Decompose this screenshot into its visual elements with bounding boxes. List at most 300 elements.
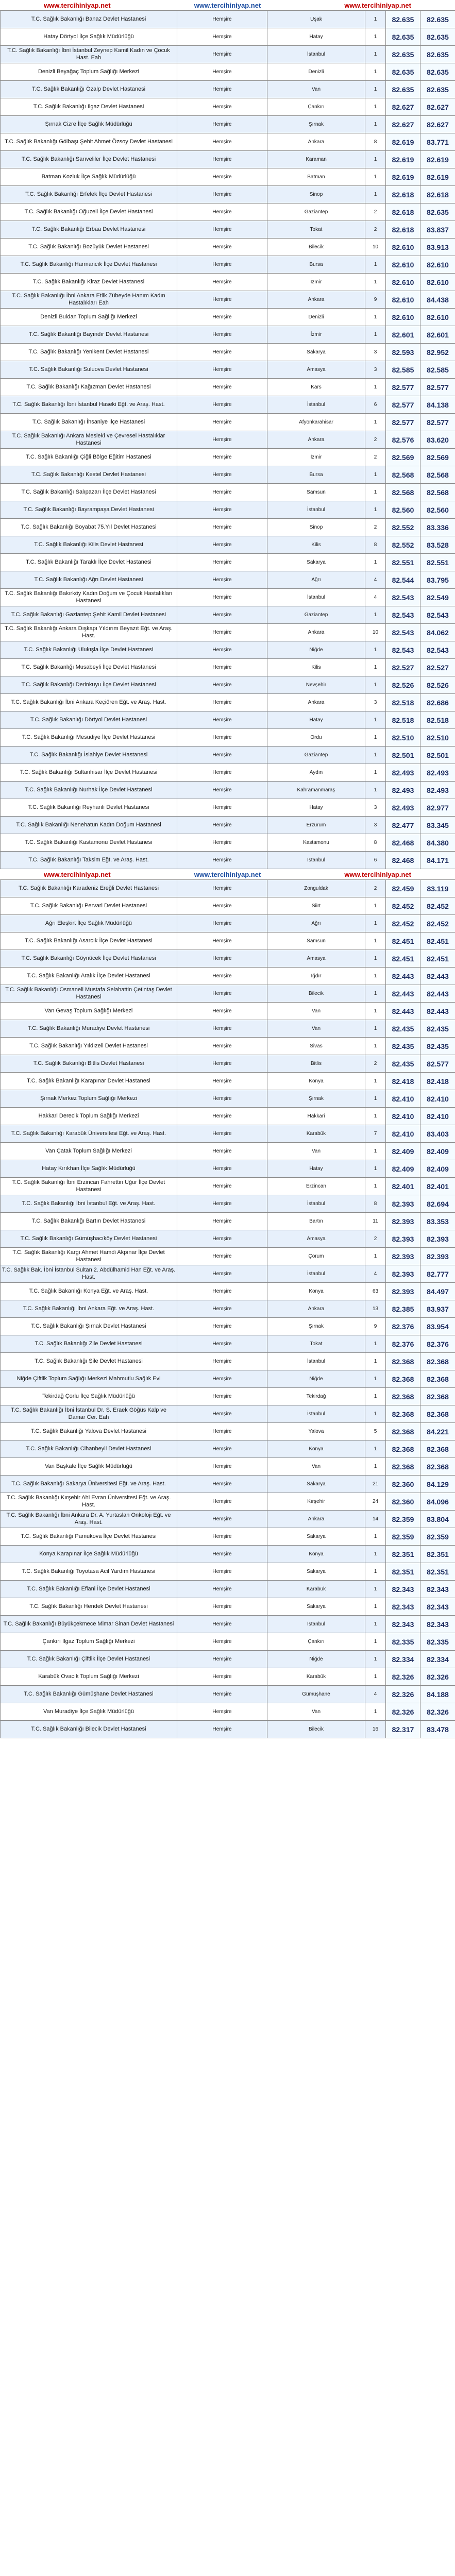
quota-cell: 1 [365,641,386,659]
table-row [1,915,455,933]
quota-cell: 1 [365,1405,386,1423]
max-score-cell: 84.129 [420,1476,455,1493]
institution-cell: T.C. Sağlık Bakanlığı Bitlis Devlet Hastanesi [1,1055,177,1073]
program-cell: Hemşire [177,1581,267,1598]
min-score-cell: 82.418 [386,1073,420,1090]
table-row [1,1178,455,1195]
city-cell: Kars [267,379,365,396]
quota-cell: 6 [365,852,386,869]
table-row [1,659,455,676]
min-score-cell: 82.359 [386,1511,420,1528]
table-row [1,1651,455,1668]
max-score-cell: 83.937 [420,1300,455,1318]
institution-cell: T.C. Sağlık Bakanlığı Gaziantep Şehit Kamil Devlet Hastanesi [1,606,177,624]
city-cell: Van [267,1703,365,1721]
quota-cell: 63 [365,1283,386,1300]
program-cell: Hemşire [177,81,267,98]
program-cell: Hemşire [177,1493,267,1511]
max-score-cell: 82.610 [420,274,455,291]
quota-cell: 1 [365,466,386,484]
program-cell: Hemşire [177,1195,267,1213]
table-row [1,554,455,571]
quota-cell: 1 [365,1335,386,1353]
max-score-cell: 84.188 [420,1686,455,1703]
quota-cell: 1 [365,950,386,968]
table-row [1,1616,455,1633]
min-score-cell: 82.610 [386,291,420,309]
min-score-cell: 82.343 [386,1598,420,1616]
institution-cell: T.C. Sağlık Bakanlığı Boyabat 75.Yıl Devlet Hastanesi [1,519,177,536]
min-score-cell: 82.577 [386,414,420,431]
city-cell: Şırnak [267,1090,365,1108]
city-cell: Bursa [267,256,365,274]
min-score-cell: 82.635 [386,11,420,28]
institution-cell: T.C. Sağlık Bakanlığı Çiftlik İlçe Devlet Hastanesi [1,1651,177,1668]
min-score-cell: 82.359 [386,1528,420,1546]
program-cell: Hemşire [177,1598,267,1616]
quota-cell: 1 [365,1440,386,1458]
city-cell: Van [267,1143,365,1160]
program-cell: Hemşire [177,782,267,799]
table-row [1,81,455,98]
table-row [1,933,455,950]
table-row [1,897,455,915]
program-cell: Hemşire [177,239,267,256]
max-score-cell: 82.585 [420,361,455,379]
institution-cell: T.C. Sağlık Bakanlığı Ankara Meslekî ve Çevresel Hastalıklar Hastanesi [1,431,177,449]
program-cell: Hemşire [177,326,267,344]
min-score-cell: 82.618 [386,204,420,221]
institution-cell: T.C. Sağlık Bakanlığı Banaz Devlet Hastanesi [1,11,177,28]
quota-cell: 1 [365,168,386,186]
program-cell: Hemşire [177,1546,267,1563]
max-score-cell: 84.062 [420,624,455,641]
max-score-cell: 83.336 [420,519,455,536]
min-score-cell: 82.635 [386,46,420,63]
program-cell: Hemşire [177,694,267,711]
quota-cell: 3 [365,694,386,711]
table-row [1,1230,455,1248]
min-score-cell: 82.468 [386,852,420,869]
table-row [1,519,455,536]
min-score-cell: 82.552 [386,536,420,554]
program-cell: Hemşire [177,519,267,536]
institution-cell: T.C. Sağlık Bakanlığı Pamukova İlçe Devlet Hastanesi [1,1528,177,1546]
program-cell: Hemşire [177,1528,267,1546]
institution-cell: T.C. Sağlık Bakanlığı Hendek Devlet Hastanesi [1,1598,177,1616]
min-score-cell: 82.493 [386,764,420,782]
table-row [1,676,455,694]
min-score-cell: 82.618 [386,186,420,204]
min-score-cell: 82.493 [386,782,420,799]
program-cell: Hemşire [177,817,267,834]
institution-cell: Tekirdağ Çorlu İlçe Sağlık Müdürlüğü [1,1388,177,1405]
city-cell: Bilecik [267,985,365,1003]
max-score-cell: 82.549 [420,589,455,606]
city-cell: Ankara [267,291,365,309]
city-cell: Ankara [267,431,365,449]
quota-cell: 1 [365,554,386,571]
min-score-cell: 82.401 [386,1178,420,1195]
institution-cell: T.C. Sağlık Bakanlığı Kağızman Devlet Hastanesi [1,379,177,396]
quota-cell: 8 [365,536,386,554]
city-cell: Ankara [267,1300,365,1318]
quota-cell: 13 [365,1300,386,1318]
institution-cell: T.C. Sağlık Bakanlığı Çiğli Bölge Eğitim Hastanesi [1,449,177,466]
max-score-cell: 82.351 [420,1546,455,1563]
table-row [1,379,455,396]
table-row [1,186,455,204]
quota-cell: 1 [365,46,386,63]
table-row [1,1563,455,1581]
table-row [1,133,455,151]
table-row [1,729,455,747]
quota-cell: 1 [365,256,386,274]
institution-cell: T.C. Sağlık Bakanlığı İbni İstanbul Zeynep Kamil Kadın ve Çocuk Hast. Eah [1,46,177,63]
institution-cell: T.C. Sağlık Bakanlığı Kastamonu Devlet Hastanesi [1,834,177,852]
city-cell: Kilis [267,536,365,554]
min-score-cell: 82.393 [386,1248,420,1265]
max-score-cell: 83.913 [420,239,455,256]
program-cell: Hemşire [177,466,267,484]
max-score-cell: 82.610 [420,309,455,326]
max-score-cell: 82.526 [420,676,455,694]
min-score-cell: 82.393 [386,1230,420,1248]
program-cell: Hemşire [177,1020,267,1038]
city-cell: Van [267,1003,365,1020]
banner-url-right[interactable]: www.tercihiniyap.net [344,870,411,878]
city-cell: İstanbul [267,396,365,414]
quota-cell: 1 [365,1546,386,1563]
table-row [1,1213,455,1230]
institution-cell: Hatay Dörtyol İlçe Sağlık Müdürlüğü [1,28,177,46]
max-score-cell: 82.451 [420,950,455,968]
max-score-cell: 84.380 [420,834,455,852]
institution-cell: T.C. Sağlık Bakanlığı Kestel Devlet Hastanesi [1,466,177,484]
institution-cell: Konya Karapınar İlçe Sağlık Müdürlüğü [1,1546,177,1563]
program-cell: Hemşire [177,1003,267,1020]
city-cell: Karabük [267,1668,365,1686]
institution-cell: T.C. Sağlık Bakanlığı İbni Ankara Eğt. ve Araş. Hast. [1,1300,177,1318]
institution-cell: T.C. Sağlık Bakanlığı Bayrampaşa Devlet Hastanesi [1,501,177,519]
max-score-cell: 82.493 [420,764,455,782]
program-cell: Hemşire [177,659,267,676]
min-score-cell: 82.435 [386,1055,420,1073]
min-score-cell: 82.360 [386,1476,420,1493]
min-score-cell: 82.368 [386,1458,420,1476]
quota-cell: 2 [365,1055,386,1073]
max-score-cell: 83.528 [420,536,455,554]
quota-cell: 1 [365,379,386,396]
max-score-cell: 83.620 [420,431,455,449]
min-score-cell: 82.326 [386,1686,420,1703]
table-row [1,985,455,1003]
table-row [1,1318,455,1335]
institution-cell: T.C. Sağlık Bakanlığı Mesudiye İlçe Devlet Hastanesi [1,729,177,747]
max-score-cell: 82.510 [420,729,455,747]
program-cell: Hemşire [177,1476,267,1493]
program-cell: Hemşire [177,1405,267,1423]
quota-cell: 3 [365,344,386,361]
min-score-cell: 82.635 [386,28,420,46]
min-score-cell: 82.560 [386,501,420,519]
table-row [1,880,455,897]
quota-cell: 4 [365,1686,386,1703]
city-cell: Şırnak [267,116,365,133]
table-row [1,431,455,449]
min-score-cell: 82.368 [386,1353,420,1370]
institution-cell: Van Çatak Toplum Sağlığı Merkezi [1,1143,177,1160]
banner-url-mid[interactable]: www.tercihiniyap.net [194,870,261,878]
table-row [1,1528,455,1546]
quota-cell: 1 [365,116,386,133]
quota-cell: 1 [365,1458,386,1476]
quota-cell: 1 [365,98,386,116]
table-row [1,1493,455,1511]
min-score-cell: 82.410 [386,1090,420,1108]
institution-cell: T.C. Sağlık Bakanlığı Kilis Devlet Hastanesi [1,536,177,554]
program-cell: Hemşire [177,1055,267,1073]
table-row [1,1055,455,1073]
table-row [1,1265,455,1283]
institution-cell: Denizli Buldan Toplum Sağlığı Merkezi [1,309,177,326]
table-row [1,344,455,361]
city-cell: Samsun [267,484,365,501]
program-cell: Hemşire [177,168,267,186]
table-row [1,950,455,968]
max-score-cell: 82.409 [420,1143,455,1160]
institution-cell: T.C. Sağlık Bakanlığı Gümüşhacıköy Devlet Hastanesi [1,1230,177,1248]
institution-cell: T.C. Sağlık Bakanlığı Kırşehir Ahi Evran Üniversitesi Eğt. ve Araş. Hast. [1,1493,177,1511]
max-score-cell: 82.577 [420,379,455,396]
quota-cell: 2 [365,221,386,239]
institution-cell: T.C. Sağlık Bakanlığı Karadeniz Ereğli Devlet Hastanesi [1,880,177,897]
max-score-cell: 83.403 [420,1125,455,1143]
city-cell: Amasya [267,1230,365,1248]
city-cell: Samsun [267,933,365,950]
program-cell: Hemşire [177,571,267,589]
table-row [1,221,455,239]
city-cell: Hatay [267,711,365,729]
city-cell: Tokat [267,1335,365,1353]
quota-cell: 5 [365,1423,386,1440]
table-row [1,361,455,379]
city-cell: Batman [267,168,365,186]
quota-cell: 4 [365,571,386,589]
city-cell: Ordu [267,729,365,747]
city-cell: Sakarya [267,1563,365,1581]
quota-cell: 1 [365,63,386,81]
max-score-cell: 82.635 [420,46,455,63]
institution-cell: T.C. Sağlık Bakanlığı Ağrı Devlet Hastanesi [1,571,177,589]
max-score-cell: 82.359 [420,1528,455,1546]
quota-cell: 4 [365,1265,386,1283]
table-row [1,589,455,606]
max-score-cell: 83.119 [420,880,455,897]
quota-cell: 1 [365,1563,386,1581]
institution-cell: T.C. Sağlık Bakanlığı Ankara Dışkapı Yıldırım Beyazıt Eğt. ve Araş. Hast. [1,624,177,641]
program-cell: Hemşire [177,799,267,817]
max-score-cell: 82.393 [420,1248,455,1265]
min-score-cell: 82.635 [386,63,420,81]
table-row [1,1598,455,1616]
program-cell: Hemşire [177,747,267,764]
city-cell: Kastamonu [267,834,365,852]
program-cell: Hemşire [177,63,267,81]
max-score-cell: 82.601 [420,326,455,344]
program-cell: Hemşire [177,729,267,747]
city-cell: Amasya [267,361,365,379]
min-score-cell: 82.543 [386,641,420,659]
quota-cell: 1 [365,151,386,168]
institution-cell: T.C. Sağlık Bakanlığı Salıpazarı İlçe Devlet Hastanesi [1,484,177,501]
quota-cell: 1 [365,606,386,624]
quota-cell: 2 [365,431,386,449]
min-score-cell: 82.451 [386,933,420,950]
quota-cell: 3 [365,799,386,817]
program-cell: Hemşire [177,1651,267,1668]
max-score-cell: 82.452 [420,915,455,933]
max-score-cell: 82.635 [420,63,455,81]
quota-cell: 11 [365,1213,386,1230]
quota-cell: 1 [365,1616,386,1633]
city-cell: Hatay [267,28,365,46]
city-cell: Sakarya [267,1598,365,1616]
table-row [1,484,455,501]
city-cell: İzmir [267,326,365,344]
banner-url-right[interactable]: www.tercihiniyap.net [344,1,411,9]
min-score-cell: 82.326 [386,1668,420,1686]
city-cell: Erzincan [267,1178,365,1195]
institution-cell: T.C. Sağlık Bakanlığı İbni Ankara Etlik Zübeyde Hanım Kadın Hastalıkları Eah [1,291,177,309]
institution-cell: T.C. Sağlık Bakanlığı Asarcık İlçe Devlet Hastanesi [1,933,177,950]
table-row [1,1335,455,1353]
city-cell: Van [267,1458,365,1476]
program-cell: Hemşire [177,1300,267,1318]
quota-cell: 4 [365,589,386,606]
min-score-cell: 82.526 [386,676,420,694]
city-cell: Bilecik [267,239,365,256]
quota-cell: 3 [365,361,386,379]
city-cell: İzmir [267,274,365,291]
program-cell: Hemşire [177,764,267,782]
institution-cell: T.C. Sağlık Bakanlığı Bozüyük Devlet Hastanesi [1,239,177,256]
institution-cell: T.C. Sağlık Bak. İbni İstanbul Sultan 2. Abdülhamid Han Eğt. ve Araş. Hast. [1,1265,177,1283]
program-cell: Hemşire [177,501,267,519]
banner-url-left[interactable]: www.tercihiniyap.net [44,870,111,878]
max-score-cell: 82.418 [420,1073,455,1090]
table-row [1,782,455,799]
city-cell: Hatay [267,799,365,817]
quota-cell: 1 [365,1073,386,1090]
quota-cell: 1 [365,1598,386,1616]
city-cell: İstanbul [267,1265,365,1283]
program-cell: Hemşire [177,1265,267,1283]
quota-cell: 1 [365,659,386,676]
city-cell: Denizli [267,309,365,326]
banner-url-left[interactable]: www.tercihiniyap.net [44,1,111,9]
table-row [1,1248,455,1265]
min-score-cell: 82.543 [386,606,420,624]
table-row [1,1405,455,1423]
program-cell: Hemşire [177,484,267,501]
max-score-cell: 82.518 [420,711,455,729]
max-score-cell: 82.326 [420,1668,455,1686]
table-row [1,1073,455,1090]
city-cell: İstanbul [267,501,365,519]
institution-cell: Van Başkale İlçe Sağlık Müdürlüğü [1,1458,177,1476]
max-score-cell: 83.837 [420,221,455,239]
city-cell: Sakarya [267,1528,365,1546]
table-row [1,1703,455,1721]
city-cell: Karabük [267,1125,365,1143]
city-cell: İstanbul [267,589,365,606]
quota-cell: 1 [365,676,386,694]
min-score-cell: 82.443 [386,1003,420,1020]
min-score-cell: 82.544 [386,571,420,589]
program-cell: Hemşire [177,1213,267,1230]
min-score-cell: 82.409 [386,1160,420,1178]
site-banner [0,869,455,879]
table-row [1,694,455,711]
table-row [1,1090,455,1108]
min-score-cell: 82.627 [386,116,420,133]
table-row [1,466,455,484]
max-score-cell: 82.443 [420,968,455,985]
min-score-cell: 82.635 [386,81,420,98]
quota-cell: 1 [365,933,386,950]
quota-cell: 1 [365,985,386,1003]
city-cell: Sakarya [267,1476,365,1493]
institution-cell: T.C. Sağlık Bakanlığı Sarıveliler İlçe Devlet Hastanesi [1,151,177,168]
table-row [1,747,455,764]
max-score-cell: 82.351 [420,1563,455,1581]
program-cell: Hemşire [177,309,267,326]
city-cell: Amasya [267,950,365,968]
program-cell: Hemşire [177,151,267,168]
city-cell: Iğdır [267,968,365,985]
min-score-cell: 82.410 [386,1108,420,1125]
table-row [1,606,455,624]
institution-cell: T.C. Sağlık Bakanlığı Taraklı İlçe Devlet Hastanesi [1,554,177,571]
institution-cell: T.C. Sağlık Bakanlığı Gümüşhane Devlet Hastanesi [1,1686,177,1703]
quota-cell: 2 [365,880,386,897]
city-cell: Konya [267,1440,365,1458]
program-cell: Hemşire [177,1511,267,1528]
quota-cell: 1 [365,326,386,344]
site-banner [0,0,455,10]
min-score-cell: 82.493 [386,799,420,817]
min-score-cell: 82.518 [386,694,420,711]
max-score-cell: 82.577 [420,1055,455,1073]
table-row [1,1038,455,1055]
banner-url-mid[interactable]: www.tercihiniyap.net [194,1,261,9]
program-cell: Hemşire [177,985,267,1003]
program-cell: Hemşire [177,1160,267,1178]
max-score-cell: 83.804 [420,1511,455,1528]
program-cell: Hemşire [177,344,267,361]
max-score-cell: 82.610 [420,256,455,274]
quota-cell: 1 [365,1178,386,1195]
program-cell: Hemşire [177,1090,267,1108]
city-cell: Gaziantep [267,747,365,764]
quota-cell: 7 [365,1125,386,1143]
institution-cell: T.C. Sağlık Bakanlığı İhsaniye İlçe Hastanesi [1,414,177,431]
min-score-cell: 82.351 [386,1546,420,1563]
city-cell: Yalova [267,1423,365,1440]
institution-cell: T.C. Sağlık Bakanlığı İbni Erzincan Fahrettin Uğur İlçe Devlet Hastanesi [1,1178,177,1195]
max-score-cell: 82.627 [420,116,455,133]
